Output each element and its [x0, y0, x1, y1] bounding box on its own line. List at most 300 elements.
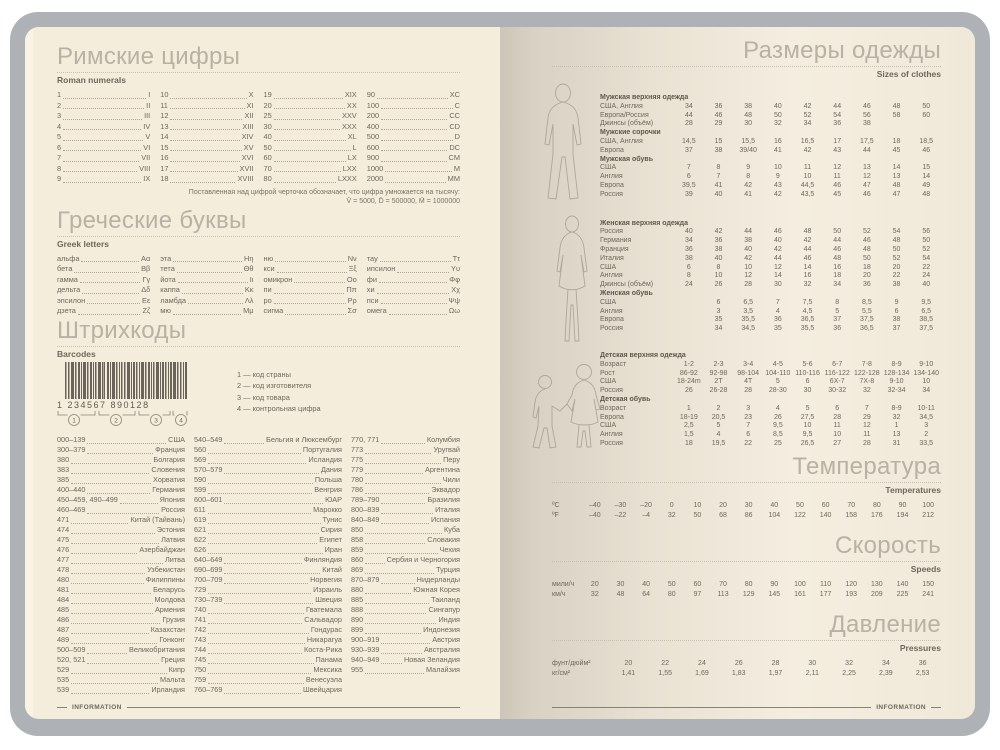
value-cell: 11: [833, 422, 841, 430]
dots-leader: [71, 643, 157, 644]
dots-leader: [274, 171, 341, 172]
entry-value: Иран: [324, 545, 342, 554]
entry-row: [194, 536, 342, 546]
entry-key: 789–790: [351, 495, 380, 504]
entry-key: 840–849: [351, 515, 380, 524]
value-cell: 4: [775, 307, 780, 315]
entry-value: Марокко: [313, 505, 342, 514]
entry-row: [194, 626, 342, 636]
value-cell: 29: [714, 120, 723, 128]
dots-leader: [177, 272, 242, 273]
woman-figure-illustration: [544, 215, 600, 350]
value-cell: 32: [667, 512, 676, 520]
value-cell: 5-6: [802, 360, 813, 368]
data-row: [600, 316, 941, 325]
dots-leader: [71, 523, 128, 524]
entry-row: [351, 666, 460, 676]
entry-value: XXV: [341, 111, 357, 120]
dots-leader: [208, 623, 302, 624]
entry-value: Уругвай: [433, 445, 460, 454]
dots-leader: [208, 453, 301, 454]
value-cell: 60: [922, 111, 931, 119]
dots-leader: [71, 673, 166, 674]
data-row: [552, 502, 941, 512]
value-cell: 46: [862, 102, 871, 110]
entry-value: Китай (Тайвань): [130, 515, 185, 524]
dots-leader: [71, 693, 149, 694]
entry-value: Венгрия: [314, 485, 342, 494]
value-cell: 130: [871, 581, 883, 589]
dots-leader: [208, 593, 311, 594]
value-cell: 1: [686, 404, 691, 412]
speed-section: [552, 531, 941, 601]
entry-value: Κκ: [244, 285, 254, 294]
entry-row: [264, 101, 357, 112]
value-cell: 30: [744, 120, 753, 128]
footer-rule: [127, 707, 460, 708]
entry-row: [57, 436, 185, 446]
value-cell: 41: [714, 181, 723, 189]
entry-key: 25: [263, 111, 272, 120]
dots-leader: [381, 150, 447, 151]
entry-key: 570–579: [194, 465, 223, 474]
value-cell: 47: [892, 190, 901, 198]
value-cell: 22: [744, 439, 753, 447]
entry-key: 50: [263, 142, 272, 152]
entry-row: [264, 132, 357, 143]
right-page-footer: [552, 704, 941, 711]
entry-value: Ρρ: [347, 295, 357, 305]
entry-key: бета: [57, 264, 73, 273]
entry-value: V: [145, 132, 151, 141]
entry-key: 560: [194, 445, 207, 454]
value-cell: 9: [775, 173, 780, 181]
dots-leader: [377, 293, 450, 294]
value-cell: 10: [693, 502, 702, 510]
entry-key: 690–699: [194, 565, 223, 574]
entry-key: 745: [194, 655, 207, 664]
row-label: Англия: [600, 431, 623, 439]
dots-leader: [208, 553, 322, 554]
entry-row: [57, 306, 150, 317]
dots-leader: [208, 643, 305, 644]
value-cell: 50: [693, 512, 702, 520]
entry-key: 1: [57, 90, 62, 99]
entry-row: [194, 576, 342, 586]
entry-row: [57, 506, 185, 516]
entry-key: 773: [351, 445, 364, 454]
dots-leader: [397, 272, 449, 273]
value-cell: 2,11: [805, 670, 819, 678]
value-cell: 7: [716, 173, 721, 181]
entry-row: [367, 122, 460, 133]
entry-row: [264, 164, 357, 175]
value-cell: 5,5: [862, 307, 872, 315]
dots-leader: [71, 543, 159, 544]
womens-sizes-table: [600, 220, 941, 334]
value-cell: 86: [744, 512, 753, 520]
entry-row: [264, 111, 357, 122]
value-cell: 4T: [744, 378, 753, 386]
entry-key: 741: [194, 615, 207, 624]
dots-leader: [365, 563, 384, 564]
entry-key: кси: [263, 264, 275, 273]
entry-row: [57, 546, 185, 556]
entry-row: [194, 506, 342, 516]
value-cell: –40: [588, 512, 601, 520]
dots-leader: [277, 272, 347, 273]
entry-row: [57, 516, 185, 526]
value-cell: 140: [896, 581, 909, 589]
entry-value: Индия: [438, 615, 460, 624]
dots-leader: [381, 523, 429, 524]
entry-key: 900–919: [351, 635, 380, 644]
value-cell: 29: [862, 413, 871, 421]
entry-row: [194, 556, 342, 566]
dotted-rule: [552, 561, 941, 562]
entry-value: C: [454, 100, 460, 110]
value-cell: 30: [773, 281, 782, 289]
entry-key: пси: [366, 295, 379, 305]
value-cell: 50: [862, 254, 871, 262]
entry-key: 760–769: [194, 685, 223, 694]
entry-column: [160, 254, 253, 317]
barcode-group-markers: [57, 410, 197, 429]
entry-row: [160, 306, 253, 317]
row-label: США, Англия: [600, 137, 643, 145]
dots-leader: [208, 513, 311, 514]
entry-row: [367, 275, 460, 286]
entry-row: [351, 446, 460, 456]
dots-leader: [274, 98, 343, 99]
row-label: Россия: [600, 439, 623, 447]
value-cell: 39/40: [739, 146, 757, 154]
entry-key: 500: [366, 132, 380, 141]
value-cell: 150: [922, 581, 934, 589]
dotted-rule: [552, 66, 941, 67]
entry-value: XIV: [241, 132, 254, 141]
entry-value: Армения: [154, 605, 185, 614]
dots-leader: [71, 563, 163, 564]
row-label: Мужская верхняя одежда: [600, 94, 689, 101]
dots-leader: [208, 663, 313, 664]
dots-leader: [170, 171, 237, 172]
entry-value: Куба: [443, 525, 460, 534]
entry-key: сигма: [263, 306, 284, 315]
dots-leader: [224, 443, 264, 444]
value-cell: 56: [922, 228, 931, 236]
value-cell: 5: [775, 378, 780, 386]
dots-leader: [208, 463, 306, 464]
value-cell: 70: [847, 502, 856, 510]
row-label: США: [600, 164, 617, 172]
entry-key: 500–509: [57, 645, 86, 654]
section-title-sizes: Размеры одежды: [743, 37, 941, 64]
dots-leader: [188, 303, 243, 304]
entry-key: 471: [57, 515, 70, 524]
entry-key: 18: [160, 174, 169, 183]
dots-leader: [377, 98, 448, 99]
entry-row: [351, 536, 460, 546]
entry-value: XVIII: [237, 174, 254, 183]
data-row: [600, 325, 941, 334]
greek-letters-table: [57, 254, 460, 317]
entry-value: IV: [143, 121, 151, 131]
dots-leader: [71, 633, 149, 634]
entry-value: Малайзия: [426, 665, 460, 674]
dots-leader: [381, 129, 447, 130]
value-cell: 52: [922, 245, 931, 253]
entry-row: [264, 153, 357, 164]
value-cell: 1,69: [695, 670, 709, 678]
row-label: км/ч: [552, 591, 566, 599]
value-cell: 9: [746, 164, 751, 172]
entry-value: Сирия: [320, 525, 342, 534]
entry-row: [160, 275, 253, 286]
value-cell: 40: [773, 102, 782, 110]
value-cell: 46: [833, 245, 842, 253]
entry-row: [351, 526, 460, 536]
value-cell: 28: [771, 660, 780, 668]
svg-text:2: 2: [114, 417, 118, 424]
entry-value: II: [146, 100, 151, 110]
value-cell: 36: [833, 120, 842, 128]
value-cell: 241: [922, 591, 934, 599]
value-cell: 30: [803, 387, 812, 395]
entry-row: [367, 164, 460, 175]
entry-value: Θθ: [243, 264, 254, 273]
row-label: Джинсы (объём): [600, 281, 654, 289]
value-cell: 40: [773, 237, 782, 245]
entry-key: пи: [263, 285, 272, 294]
data-row: [600, 281, 941, 290]
value-cell: 42: [773, 190, 782, 198]
entry-row: [351, 606, 460, 616]
value-cell: 58: [892, 111, 901, 119]
footer-label: INFORMATION: [72, 704, 122, 711]
value-cell: 2,53: [915, 670, 930, 678]
entry-value: Ирландия: [151, 685, 185, 694]
row-label: Рост: [600, 369, 615, 377]
roman-note: [57, 188, 460, 207]
value-cell: 36: [833, 325, 842, 333]
entry-key: 850: [351, 525, 364, 534]
entry-row: [57, 254, 150, 265]
entry-row: [351, 586, 460, 596]
row-label: Англия: [600, 272, 623, 280]
value-cell: 1,97: [768, 670, 783, 678]
entry-row: [57, 666, 185, 676]
row-label: фунт/дюйм²: [552, 660, 591, 668]
data-row: [600, 361, 941, 370]
dots-leader: [87, 493, 150, 494]
entry-row: [351, 516, 460, 526]
entry-value: Γγ: [142, 274, 151, 284]
value-cell: 8: [686, 272, 691, 280]
value-cell: 36: [714, 102, 723, 110]
entry-row: [351, 656, 460, 666]
group-heading-row: [600, 220, 941, 229]
entry-key: 7: [57, 153, 62, 162]
entry-key: 779: [351, 465, 364, 474]
value-cell: 48: [803, 228, 812, 236]
value-cell: 2,5: [683, 422, 694, 430]
entry-key: хи: [366, 285, 375, 294]
entry-value: Мексика: [313, 665, 342, 674]
entry-key: омега: [366, 306, 387, 315]
entry-row: [194, 466, 342, 476]
entry-value: Словения: [151, 465, 185, 474]
value-cell: 5: [805, 404, 810, 412]
dots-leader: [63, 182, 141, 183]
value-cell: 48: [616, 591, 625, 599]
dots-leader: [365, 533, 442, 534]
value-cell: 40: [770, 502, 779, 510]
entry-column: [160, 90, 253, 185]
entry-key: 622: [194, 535, 207, 544]
entry-value: Южная Корея: [413, 585, 460, 594]
dots-leader: [365, 633, 421, 634]
dots-leader: [274, 182, 336, 183]
value-cell: 6: [716, 298, 721, 306]
value-cell: 32: [862, 387, 871, 395]
entry-value: Λλ: [244, 295, 254, 305]
value-cell: 176: [871, 512, 883, 520]
legend-item: 3 — код товара: [237, 392, 290, 402]
entry-row: [351, 556, 460, 566]
value-cell: 38: [714, 146, 723, 154]
section-title-barcodes: Штрихкоды: [57, 316, 187, 344]
entry-row: [57, 636, 185, 646]
value-cell: 39: [684, 190, 693, 198]
entry-row: [57, 496, 185, 506]
dots-leader: [170, 119, 242, 120]
entry-row: [57, 122, 150, 133]
entry-value: Никарагуа: [306, 635, 342, 644]
entry-row: [194, 446, 342, 456]
dots-leader: [224, 693, 301, 694]
entry-value: Исландия: [308, 455, 342, 464]
entry-row: [160, 254, 253, 265]
entry-key: 400: [366, 121, 380, 131]
entry-value: Австралия: [423, 645, 460, 654]
entry-key: дзета: [57, 306, 76, 315]
entry-row: [351, 626, 460, 636]
value-cell: 43: [833, 146, 842, 154]
value-cell: 16,5: [800, 137, 815, 145]
dots-leader: [381, 119, 447, 120]
dots-leader: [63, 98, 146, 99]
value-cell: 6: [805, 378, 810, 386]
entry-row: [351, 576, 460, 586]
data-row: [600, 246, 941, 255]
value-cell: 41: [773, 146, 782, 154]
dots-leader: [208, 673, 311, 674]
entry-row: [367, 143, 460, 154]
dots-leader: [274, 303, 346, 304]
entry-row: [57, 486, 185, 496]
entry-value: Испания: [431, 515, 460, 524]
entry-row: [194, 546, 342, 556]
value-cell: 34: [684, 102, 693, 110]
data-row: [600, 272, 941, 281]
entry-key: 611: [194, 505, 206, 514]
data-row: [600, 308, 941, 317]
entry-value: Австрия: [432, 635, 460, 644]
entry-row: [194, 456, 342, 466]
value-cell: 145: [768, 591, 781, 599]
value-cell: –30: [614, 502, 627, 510]
value-cell: 18-19: [679, 413, 698, 421]
value-cell: 45: [892, 146, 901, 154]
entry-value: Чехия: [439, 545, 460, 554]
dots-leader: [381, 663, 402, 664]
value-cell: 35: [714, 316, 723, 324]
entry-value: XI: [246, 100, 254, 110]
entry-key: 869: [351, 565, 364, 574]
value-cell: 8,5: [862, 298, 872, 306]
dots-leader: [80, 282, 141, 283]
entry-key: 626: [194, 545, 207, 554]
entry-row: [57, 476, 185, 486]
value-cell: 27,5: [800, 413, 815, 421]
value-cell: 18: [892, 137, 901, 145]
entry-key: 888: [351, 605, 364, 614]
value-cell: 2,39: [879, 670, 893, 678]
section-title-pressure: Давление: [829, 610, 941, 638]
section-title-roman: Римские цифры: [57, 43, 241, 70]
dots-leader: [365, 473, 423, 474]
value-cell: 6-7: [832, 360, 843, 368]
entry-key: 460–469: [57, 505, 86, 514]
entry-row: [57, 596, 185, 606]
value-cell: 122-128: [854, 369, 880, 377]
value-cell: 37: [892, 325, 901, 333]
row-label: Джинсы (объём): [600, 120, 654, 128]
row-label: Детская обувь: [600, 395, 651, 403]
data-row: [600, 191, 941, 200]
barcode-country-list: [57, 436, 460, 696]
entry-key: 599: [194, 485, 207, 494]
value-cell: 44: [833, 102, 842, 110]
dots-leader: [71, 583, 144, 584]
entry-value: Панама: [315, 655, 342, 664]
entry-row: [264, 275, 357, 286]
dots-leader: [170, 129, 240, 130]
value-cell: 42: [803, 237, 812, 245]
value-cell: 7: [864, 404, 869, 412]
entry-row: [160, 132, 253, 143]
dots-leader: [294, 282, 345, 283]
entry-value: Турция: [436, 565, 460, 574]
value-cell: 4: [775, 404, 780, 412]
entry-key: 930–939: [351, 645, 380, 654]
entry-row: [194, 486, 342, 496]
entry-key: 600–601: [194, 495, 223, 504]
entry-value: Аргентина: [424, 465, 460, 474]
dots-leader: [379, 282, 447, 283]
entry-value: Гватемала: [306, 605, 342, 614]
footer-rule: [552, 707, 871, 708]
entry-row: [160, 90, 253, 101]
dots-leader: [87, 453, 153, 454]
group-heading-row: [600, 94, 941, 103]
entry-key: 729: [194, 585, 207, 594]
value-cell: 50: [833, 228, 842, 236]
footer-label: INFORMATION: [876, 704, 926, 711]
value-cell: 3,5: [743, 307, 754, 315]
value-cell: 20: [590, 581, 599, 589]
